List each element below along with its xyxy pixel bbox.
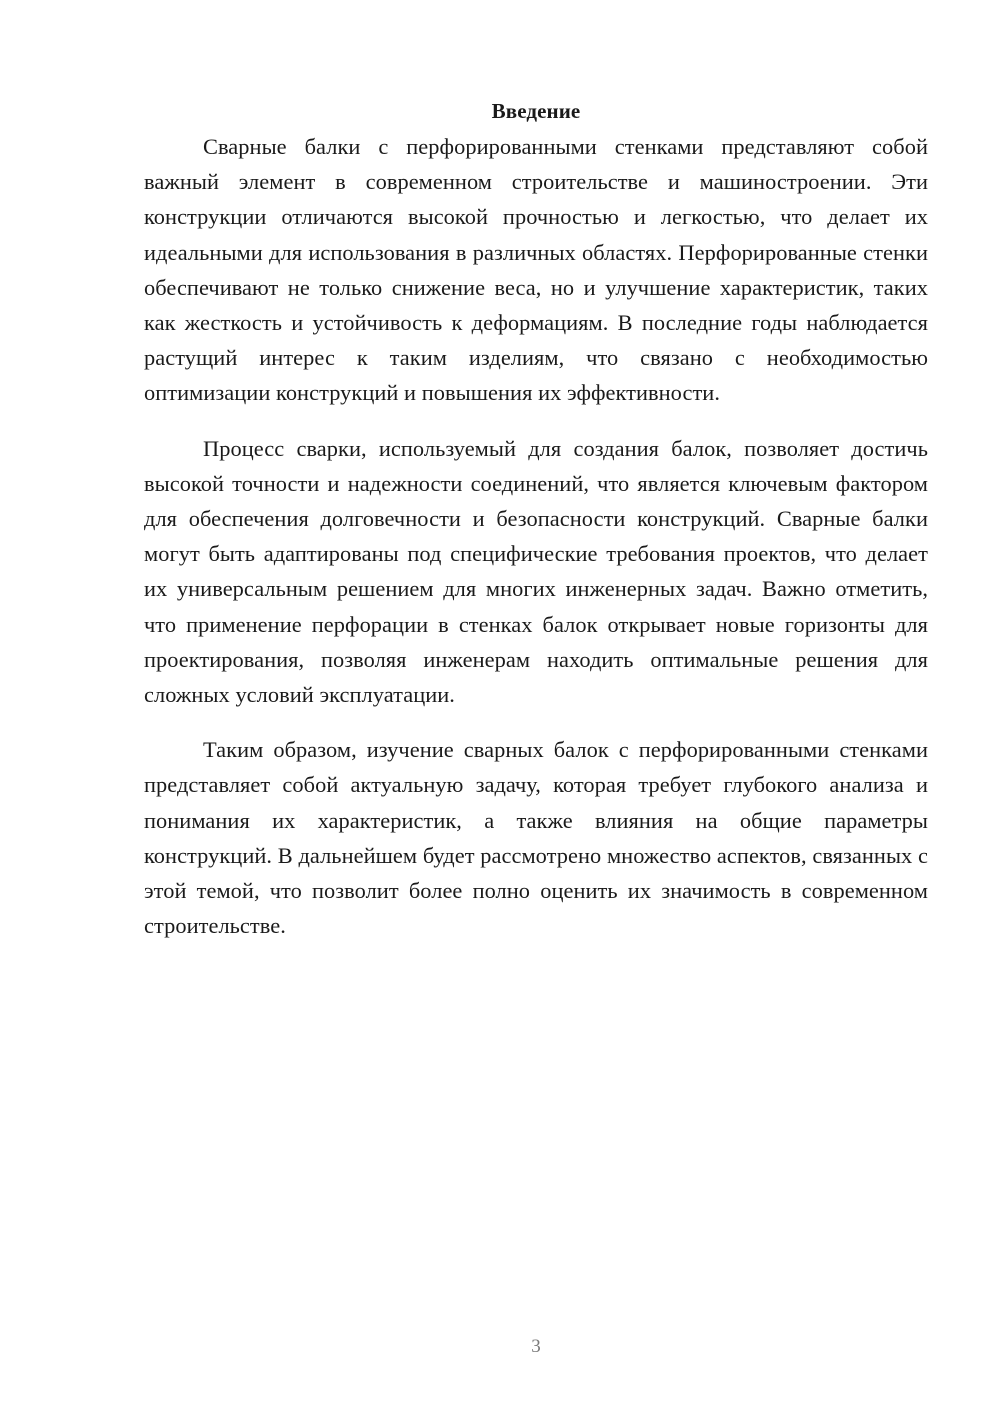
page-number: 3 (531, 1336, 541, 1357)
paragraph-1: Сварные балки с перфорированными стенками представляют собой важный элемент в современном строительстве и машиностроении. Эти конструкции отличаются высокой прочностью и легкостью, что делает их идеальными для использования в различных областях. Перфорированные стенки обеспечивают не только снижение веса, но и улучшение характеристик, таких как жесткость и устойчивость к деформациям. В последние годы наблюдается растущий интерес к таким изделиям, что связано с необходимостью оптимизации конструкций и повышения их эффективности. (144, 134, 928, 406)
document-body (144, 95, 928, 943)
paragraph-3: Таким образом, изучение сварных балок с перфорированными стенками представляет собой актуальную задачу, которая требует глубокого анализа и понимания их характеристик, а также влияния на общие параметры конструкций. В дальнейшем будет рассмотрено множество аспектов, связанных с этой темой, что позволит более полно оценить их значимость в современном строительстве. (144, 737, 928, 939)
section-heading: Введение (491, 99, 581, 123)
paragraph-2: Процесс сварки, используемый для создания балок, позволяет достичь высокой точности и надежности соединений, что является ключевым фактором для обеспечения долговечности и безопасности конструкций. Сварные балки могут быть адаптированы под специфические требования проектов, что делает их универсальным решением для многих инженерных задач. Важно отметить, что применение перфорации в стенках балок открывает новые горизонты для проектирования, позволяя инженерам находить оптимальные решения для сложных условий эксплуатации. (144, 435, 928, 708)
